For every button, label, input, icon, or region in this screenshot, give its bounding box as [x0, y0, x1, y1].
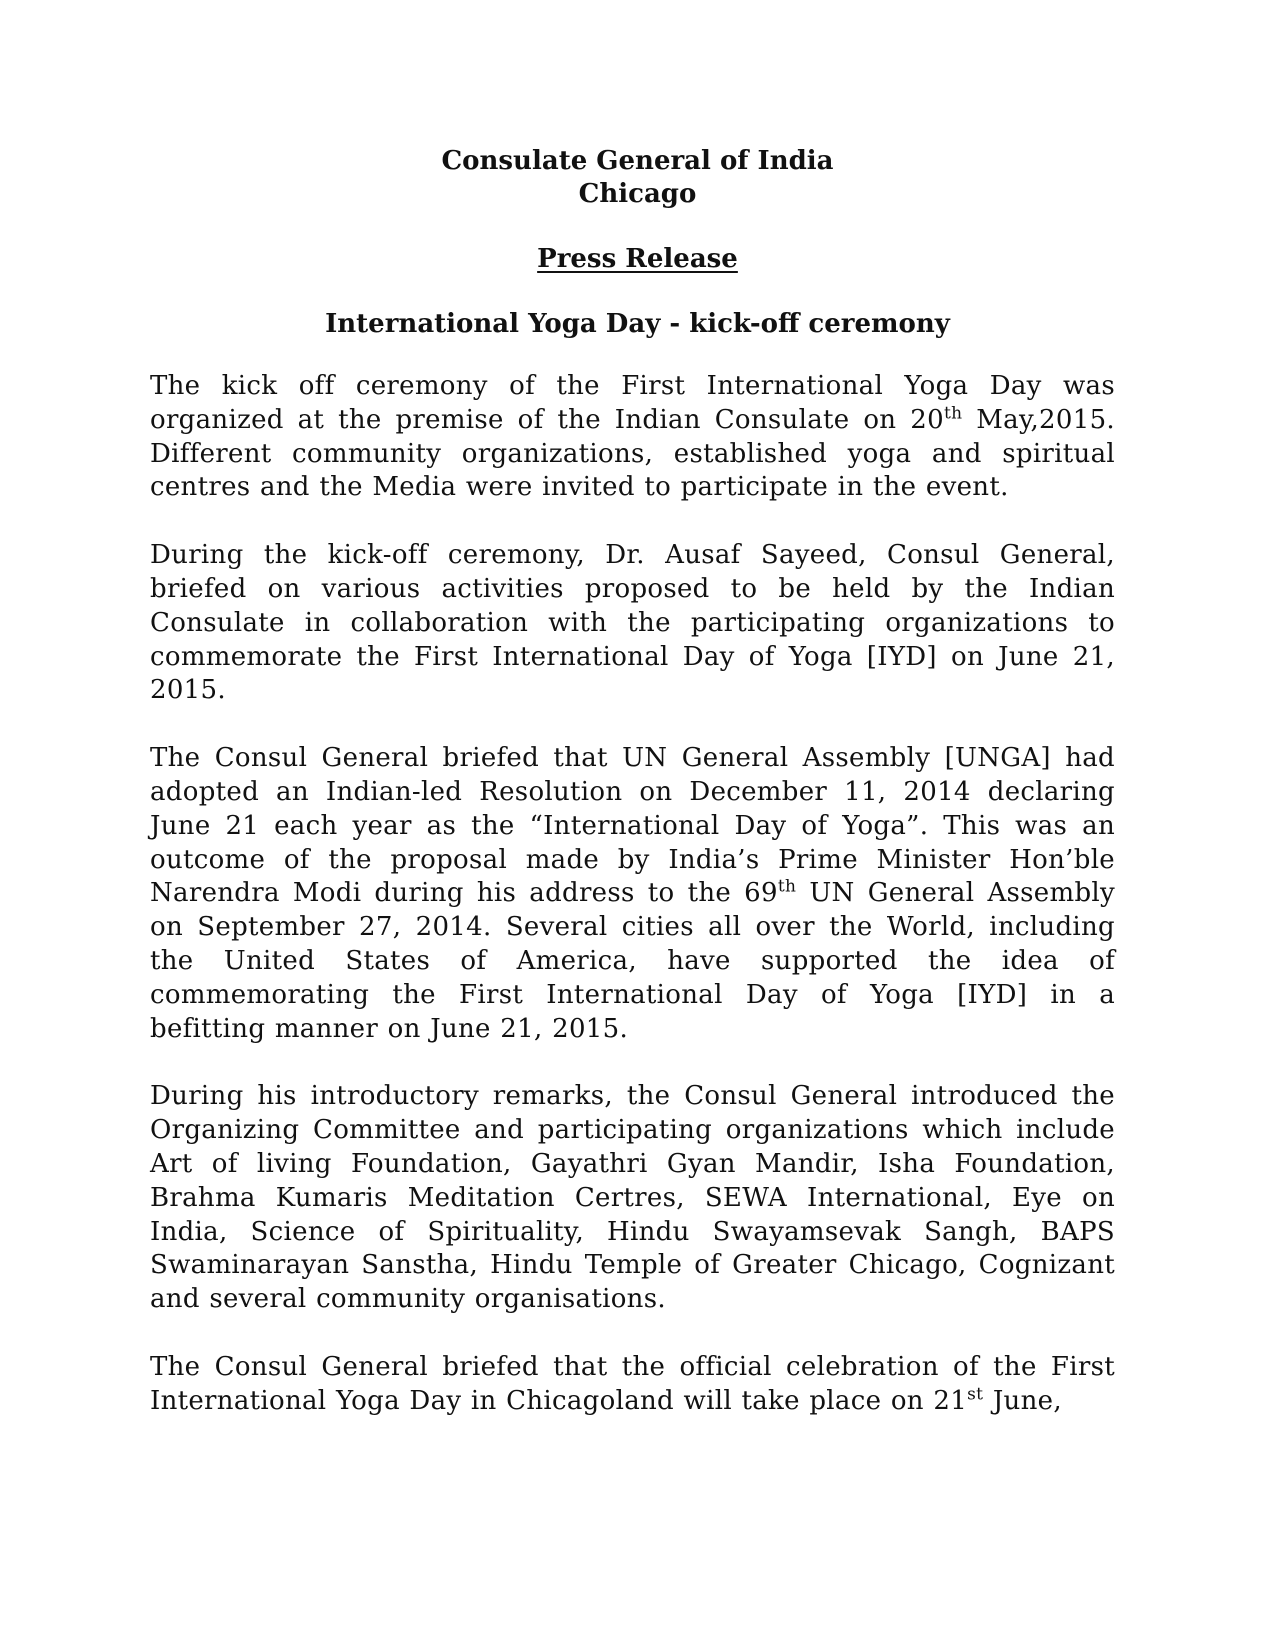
document-title: International Yoga Day - kick-off ceremony [325, 309, 950, 339]
superscript-ordinal: th [943, 403, 963, 424]
body-text [150, 370, 1115, 1453]
paragraph-5 [150, 1351, 1115, 1419]
superscript-ordinal: th [777, 876, 797, 897]
org-name: Consulate General of India [441, 146, 834, 176]
paragraph-1-part-b: May,2015. Different community organizations, established yoga and spiritual centres and the Media were invited to participate in the event. [150, 404, 1115, 503]
paragraph-3 [150, 742, 1115, 1046]
letterhead [0, 145, 1275, 211]
paragraph-1 [150, 370, 1115, 505]
paragraph-1-part-a: The kick off ceremony of the First International Yoga Day was organized at the premise of the Indian Consulate on 20 [150, 371, 1115, 435]
paragraph-3-part-a: The Consul General briefed that UN General Assembly [UNGA] had adopted an Indian-led Resolution on December 11, 2014 declaring June 21 each year as the “International Day of Yoga”. This was an outcome of the proposal made by India’s Prime Minister Hon’ble Narendra Modi during his address to the 69 [150, 743, 1115, 909]
paragraph-5-part-a: The Consul General briefed that the official celebration of the First International Yoga Day in Chicagoland will take place on 21 [150, 1351, 1115, 1416]
paragraph-4: During his introductory remarks, the Consul General introduced the Organizing Committee and participating organizations which include Art of living Foundation, Gayathri Gyan Mandir, Isha Foundation, Brahma Kumaris Meditation Certres, SEWA International, Eye on India, Science of Spirituality, Hindu Swayamsevak Sangh, BAPS Swaminarayan Sanstha, Hindu Temple of Greater Chicago, Cognizant and several community organisations. [150, 1081, 1115, 1315]
document-type-heading [0, 243, 1275, 276]
superscript-ordinal: st [967, 1384, 984, 1405]
press-release-label: Press Release [537, 244, 738, 274]
city-name: Chicago [578, 179, 697, 209]
paragraph-3-part-b: UN General Assembly on September 27, 2014. Several cities all over the World, including the United States of America, have supported the idea of commemorating the First International Day of Yoga [IYD] in a befitting manner on June 21, 2015. [150, 878, 1115, 1044]
paragraph-2: During the kick-off ceremony, Dr. Ausaf Sayeed, Consul General, briefed on various activities proposed to be held by the Indian Consulate in collaboration with the participating organizations to commemorate the First International Day of Yoga [IYD] on June 21, 2015. [150, 540, 1115, 706]
paragraph-5-part-b: June, [983, 1385, 1062, 1416]
